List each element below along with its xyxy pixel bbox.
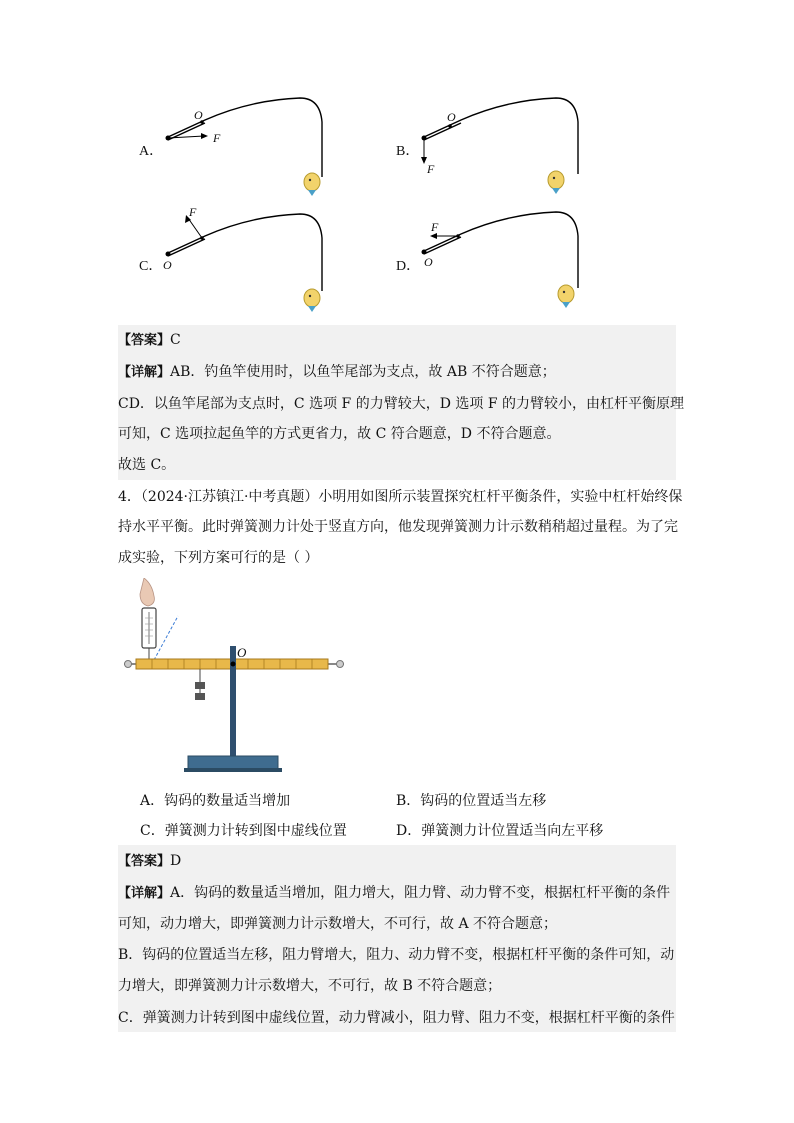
force-label-a: F <box>213 131 221 145</box>
detail-line-4: 故选 C。 <box>118 457 176 473</box>
pivot-label-c: O <box>163 258 172 272</box>
fishing-rod-diagram-a <box>160 92 330 202</box>
answer-tag: 【答案】 <box>118 854 171 869</box>
answer-tag: 【答案】 <box>118 333 171 348</box>
answer-value: D <box>170 853 182 869</box>
force-label-c: F <box>189 205 197 219</box>
q4-option-a: A．钩码的数量适当增加 <box>140 793 291 809</box>
pivot-label-b: O <box>447 110 456 124</box>
q4-detail-line-2: 可知，动力增大，即弹簧测力计示数增大，不可行，故 A 不符合题意； <box>118 916 558 932</box>
detail-line-3: 可知，C 选项拉起鱼竿的方式更省力，故 C 符合题意，D 不符合题意。 <box>118 426 561 442</box>
fishing-rod-diagram-d <box>416 206 586 318</box>
question4-line-3: 成实验，下列方案可行的是（ ） <box>118 550 319 566</box>
answer-value: C <box>170 332 181 348</box>
question4-line-1: 4．（2024·江苏镇江·中考真题）小明用如图所示装置探究杠杆平衡条件，实验中杠杆始终保 <box>118 489 683 505</box>
q4-option-c: C．弹簧测力计转到图中虚线位置 <box>140 823 347 839</box>
force-label-b: F <box>427 162 435 176</box>
detail-tag: 【详解】 <box>118 365 171 380</box>
pivot-label-a: O <box>194 108 203 122</box>
q4-detail-line-4: 力增大，即弹簧测力计示数增大，不可行，故 B 不符合题意； <box>118 978 502 994</box>
option-a-label: A． <box>139 144 164 159</box>
fishing-rod-diagram-c <box>160 206 330 318</box>
answer-line-q4 <box>118 851 676 872</box>
answer-block-q4 <box>118 845 676 1032</box>
q4-detail-line-3: B．钩码的位置适当左移，阻力臂增大，阻力、动力臂不变，根据杠杆平衡的条件可知，动 <box>118 947 675 963</box>
lever-balance-diagram <box>118 578 358 778</box>
force-label-d: F <box>431 220 439 234</box>
option-c-label: C． <box>139 259 163 274</box>
q4-option-d: D．弹簧测力计位置适当向左平移 <box>396 823 604 839</box>
q4-option-b: B．钩码的位置适当左移 <box>396 793 547 809</box>
detail-text: AB．钓鱼竿使用时，以鱼竿尾部为支点，故 AB 不符合题意； <box>170 364 556 380</box>
q4-detail-line-1 <box>118 883 676 904</box>
detail-tag: 【详解】 <box>118 886 171 901</box>
option-b-label: B． <box>396 144 420 159</box>
pivot-label-d: O <box>424 255 433 269</box>
lever-pivot-label: O <box>237 645 247 660</box>
detail-line-2: CD．以鱼竿尾部为支点时，C 选项 F 的力臂较大，D 选项 F 的力臂较小，由杠杆平衡原理 <box>118 396 684 412</box>
answer-line-q3 <box>118 330 676 351</box>
question4-line-2: 持水平平衡。此时弹簧测力计处于竖直方向，他发现弹簧测力计示数稍稍超过量程。为了完 <box>118 519 678 535</box>
q4-detail-line-5: C．弹簧测力计转到图中虚线位置，动力臂减小，阻力臂、阻力不变，根据杠杆平衡的条件 <box>118 1010 675 1026</box>
detail-text: A．钩码的数量适当增加，阻力增大，阻力臂、动力臂不变，根据杠杆平衡的条件 <box>170 885 671 901</box>
detail-line-1 <box>118 362 676 383</box>
option-d-label: D． <box>396 259 421 274</box>
fishing-rod-diagram-b <box>416 92 586 202</box>
